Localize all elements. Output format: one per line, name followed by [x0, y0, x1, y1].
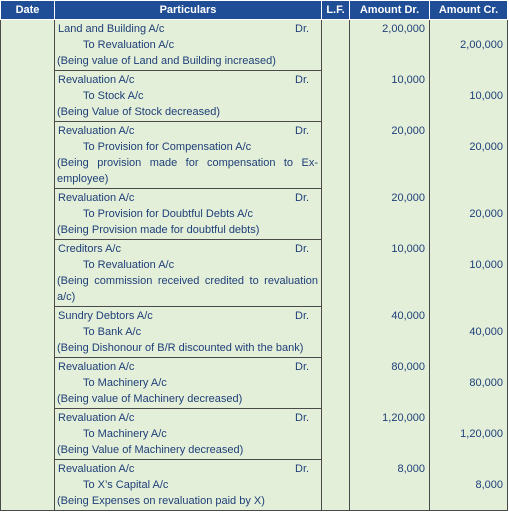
header-amount-cr: Amount Cr.	[430, 1, 508, 20]
entry-date-cell	[1, 189, 55, 240]
narration: (Being Expenses on revaluation paid by X)	[57, 495, 265, 507]
entry-date-cell	[1, 307, 55, 358]
debit-account: Revaluation A/c	[58, 412, 135, 424]
journal-entries	[1, 20, 508, 511]
journal-entry-row	[1, 358, 508, 409]
journal-entry-row	[1, 460, 508, 511]
entry-amount-dr-cell	[350, 122, 430, 189]
entry-amount-dr-cell	[350, 240, 430, 307]
debit-account-line	[55, 461, 321, 477]
entry-particulars-cell	[55, 409, 322, 460]
amount-dr: 20,000	[391, 124, 425, 137]
credit-account: To Revaluation A/c	[83, 259, 175, 271]
dr-label: Dr.	[295, 192, 310, 204]
journal-entry-row	[1, 20, 508, 71]
narration: (Being Value of Machinery decreased)	[57, 444, 244, 456]
dr-label: Dr.	[295, 74, 310, 86]
journal-entry-row	[1, 189, 508, 240]
amount-cr: 20,000	[469, 140, 503, 153]
credit-account: To Revaluation A/c	[83, 39, 175, 51]
entry-particulars-cell	[55, 240, 322, 307]
header-lf: L.F.	[322, 1, 350, 20]
amount-dr: 2,00,000	[382, 23, 425, 35]
credit-account: To Provision for Doubtful Debts A/c	[83, 208, 253, 220]
dr-label: Dr.	[295, 243, 310, 255]
entry-amount-cr-cell	[430, 122, 508, 189]
amount-cr: 2,00,000	[460, 39, 503, 51]
debit-account-line	[55, 359, 321, 375]
debit-account-line	[55, 72, 321, 88]
amount-dr: 10,000	[391, 73, 425, 86]
entry-lf-cell	[322, 189, 350, 240]
header-particulars: Particulars	[55, 1, 322, 20]
journal-entry-row	[1, 240, 508, 307]
dr-label: Dr.	[295, 23, 310, 35]
entry-lf-cell	[322, 71, 350, 122]
entry-lf-cell	[322, 358, 350, 409]
journal-entry-row	[1, 409, 508, 460]
debit-account-line	[55, 410, 321, 426]
credit-account: To Stock A/c	[83, 90, 144, 102]
amount-dr: 10,000	[391, 242, 425, 255]
entry-amount-cr-cell	[430, 460, 508, 511]
debit-account-line	[55, 123, 321, 139]
narration: (Being Value of Stock decreased)	[57, 106, 221, 118]
entry-lf-cell	[322, 307, 350, 358]
dr-label: Dr.	[295, 361, 310, 373]
amount-cr: 10,000	[469, 258, 503, 271]
amount-dr: 1,20,000	[382, 411, 425, 424]
credit-account: To Machinery A/c	[83, 377, 167, 389]
entry-amount-cr-cell	[430, 409, 508, 460]
entry-particulars-cell	[55, 460, 322, 511]
narration: (Being Provision made for doubtful debts)	[57, 224, 260, 236]
narration: (Being Dishonour of B/R discounted with the bank)	[57, 342, 304, 354]
entry-date-cell	[1, 122, 55, 189]
journal-entry-row	[1, 122, 508, 189]
debit-account-line	[55, 308, 321, 324]
entry-lf-cell	[322, 20, 350, 71]
header-date: Date	[1, 1, 55, 20]
entry-amount-cr-cell	[430, 240, 508, 307]
entry-amount-dr-cell	[350, 307, 430, 358]
entry-lf-cell	[322, 409, 350, 460]
debit-account-line	[55, 21, 321, 37]
entry-amount-dr-cell	[350, 71, 430, 122]
dr-label: Dr.	[295, 310, 310, 322]
amount-dr: 20,000	[391, 191, 425, 204]
entry-lf-cell	[322, 122, 350, 189]
entry-amount-dr-cell	[350, 460, 430, 511]
dr-label: Dr.	[295, 412, 310, 424]
debit-account: Sundry Debtors A/c	[58, 310, 153, 322]
dr-label: Dr.	[295, 463, 310, 475]
entry-lf-cell	[322, 460, 350, 511]
debit-account: Revaluation A/c	[58, 361, 135, 373]
entry-amount-cr-cell	[430, 189, 508, 240]
amount-cr: 40,000	[469, 325, 503, 338]
entry-amount-cr-cell	[430, 307, 508, 358]
debit-account-line	[55, 241, 321, 257]
entry-particulars-cell	[55, 189, 322, 240]
amount-cr: 80,000	[469, 376, 503, 389]
amount-dr: 80,000	[391, 360, 425, 373]
amount-cr: 20,000	[469, 207, 503, 220]
credit-account: To Machinery A/c	[83, 428, 167, 440]
entry-amount-cr-cell	[430, 71, 508, 122]
entry-date-cell	[1, 71, 55, 122]
entry-particulars-cell	[55, 122, 322, 189]
entry-particulars-cell	[55, 307, 322, 358]
narration: (Being value of Land and Building increased)	[57, 55, 276, 67]
entry-particulars-cell	[55, 71, 322, 122]
narration: (Being commission received credited to revaluation a/c)	[57, 275, 318, 303]
entry-particulars-cell	[55, 358, 322, 409]
entry-amount-cr-cell	[430, 20, 508, 71]
journal-entry-row	[1, 71, 508, 122]
amount-cr: 10,000	[469, 89, 503, 102]
debit-account: Revaluation A/c	[58, 125, 135, 137]
amount-dr: 8,000	[397, 462, 425, 475]
amount-dr: 40,000	[391, 309, 425, 322]
header-amount-dr: Amount Dr.	[350, 1, 430, 20]
entry-amount-dr-cell	[350, 358, 430, 409]
narration: (Being value of Machinery decreased)	[57, 393, 243, 405]
entry-particulars-cell	[55, 20, 322, 71]
debit-account: Revaluation A/c	[58, 74, 135, 86]
journal-entry-row	[1, 307, 508, 358]
debit-account: Land and Building A/c	[58, 23, 165, 35]
credit-account: To Provision for Compensation A/c	[83, 141, 252, 153]
debit-account: Revaluation A/c	[58, 192, 135, 204]
entry-date-cell	[1, 20, 55, 71]
entry-amount-dr-cell	[350, 409, 430, 460]
entry-amount-dr-cell	[350, 189, 430, 240]
credit-account: To X’s Capital A/c	[83, 479, 169, 491]
entry-date-cell	[1, 358, 55, 409]
narration: (Being provision made for compensation to Ex-employee)	[57, 157, 318, 185]
debit-account-line	[55, 190, 321, 206]
entry-amount-dr-cell	[350, 20, 430, 71]
entry-lf-cell	[322, 240, 350, 307]
dr-label: Dr.	[295, 125, 310, 137]
amount-cr: 8,000	[475, 478, 503, 491]
entry-amount-cr-cell	[430, 358, 508, 409]
entry-date-cell	[1, 460, 55, 511]
header-row	[1, 1, 508, 20]
entry-date-cell	[1, 409, 55, 460]
debit-account: Revaluation A/c	[58, 463, 135, 475]
debit-account: Creditors A/c	[58, 243, 121, 255]
entry-date-cell	[1, 240, 55, 307]
amount-cr: 1,20,000	[460, 427, 503, 440]
credit-account: To Bank A/c	[83, 326, 142, 338]
